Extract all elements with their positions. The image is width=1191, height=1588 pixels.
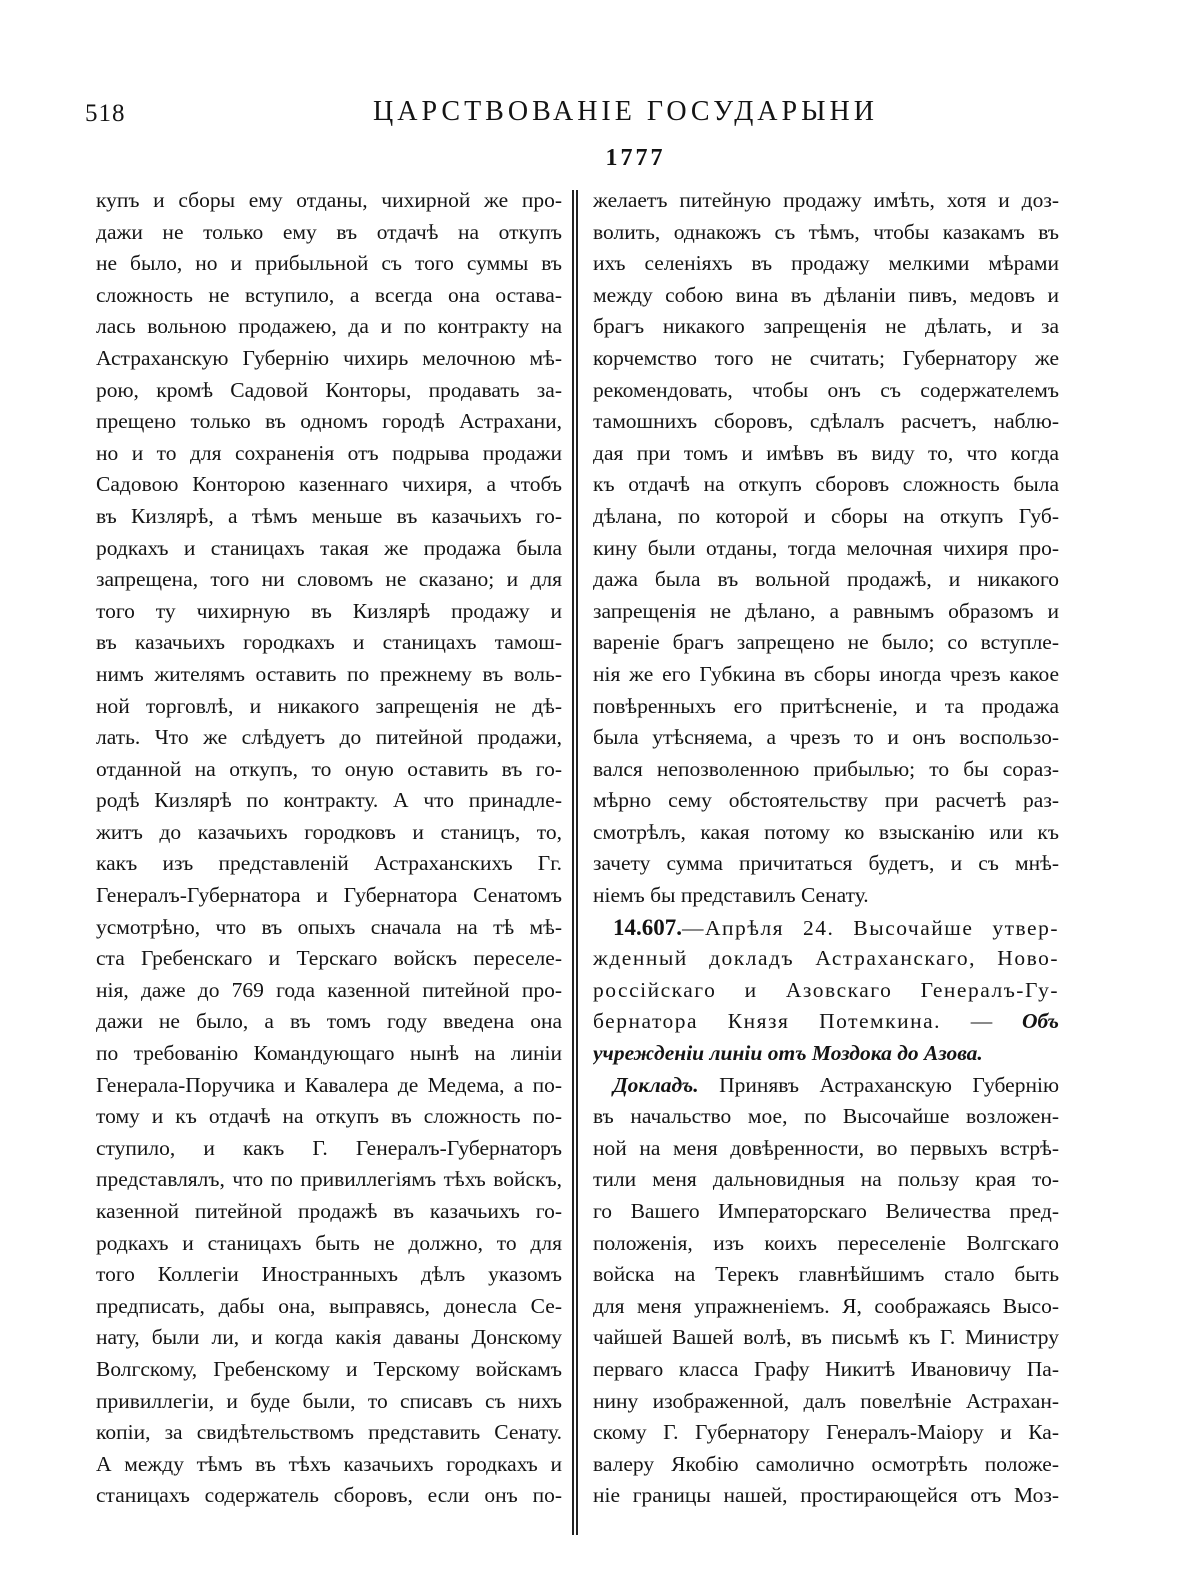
page-header (0, 0, 1191, 190)
text-line: рекомендовать, чтобы онъ съ содержателемъ (593, 377, 1059, 402)
entry-subject: учрежденіи линіи отъ Моздока до Азова. (593, 1041, 983, 1066)
text-line: дая при томъ и имѣвъ въ виду то, что когда (593, 440, 1059, 465)
text-line: не было, но и прибыльной съ того суммы въ (96, 251, 562, 276)
text-line: была утѣсняема, а чрезъ то и онъ воспользо- (593, 725, 1059, 750)
text-line: но и то для сохраненія отъ подрыва продажи (96, 440, 562, 465)
text-line: кину были отданы, тогда мелочная чихиря про- (593, 535, 1059, 560)
left-column (96, 185, 562, 1512)
entry-subject: Объ (1021, 1009, 1059, 1034)
entry-heading-line: жденный докладъ Астраханскаго, Ново- (593, 946, 1059, 971)
text-line: лась вольною продажею, да и по контракту на (96, 314, 562, 339)
text-line: того Коллегіи Иностранныхъ дѣлъ указомъ (96, 1262, 562, 1287)
text-line: рою, кромѣ Садовой Конторы, продавать за- (96, 377, 562, 402)
page-number: 518 (85, 100, 126, 127)
text-line: по требованію Командующаго нынѣ на линіи (96, 1041, 562, 1066)
text-line: желаетъ питейную продажу имѣть, хотя и доз- (593, 188, 1059, 212)
text-line: нину изображенной, далъ повелѣніе Астрахан- (593, 1388, 1059, 1413)
text-line: какъ изъ представленій Астраханскихъ Гг. (96, 851, 562, 876)
text-line: того ту чихирную въ Кизлярѣ продажу и (96, 598, 562, 623)
text-line: тамошнихъ сборовъ, сдѣлалъ расчетъ, наблю- (593, 409, 1059, 434)
report-label: Докладъ. (613, 1072, 699, 1097)
entry-heading-line (593, 912, 1059, 944)
text-line: усмотрѣно, что въ опыхъ сначала на тѣ мѣ- (96, 914, 562, 939)
text-line: Генералъ-Губернатора и Губернатора Сенатомъ (96, 883, 562, 908)
text-line: ной торговлѣ, и никакого запрещенія не дѣ- (96, 693, 562, 718)
text-line: дажи не было, а въ томъ году введена она (96, 1009, 562, 1034)
text-line: дажа была въ вольной продажѣ, и никакого (593, 567, 1059, 592)
text-line: ніе границы нашей, простирающейся отъ Моз- (593, 1483, 1059, 1508)
text-line: нія же его Губкина въ сборы иногда чрезъ какое (593, 661, 1059, 686)
text-line: корчемство того не считать; Губернатору же (593, 345, 1059, 370)
text-line: купъ и сборы ему отданы, чихирной же про- (96, 188, 562, 212)
text-line: дѣлана, по которой и сборы на откупъ Губ- (593, 503, 1059, 528)
text-line: предписать, дабы она, выправясь, донесла Се- (96, 1293, 562, 1318)
text-line: дажи не только ему въ отдачѣ на откупъ (96, 219, 562, 244)
text-line: скому Г. Губернатору Генералъ-Маіору и Ка- (593, 1420, 1059, 1445)
text-line: сложность не вступило, а всегда она остава- (96, 282, 562, 307)
text-line: волить, однакожъ съ тѣмъ, чтобы казакамъ въ (593, 219, 1059, 244)
text-line: тили меня дальновидныя на пользу края то- (593, 1167, 1059, 1192)
report-text: Принявъ Астраханскую Губернію (719, 1072, 1059, 1097)
text-line: мѣрно сему обстоятельству при расчетѣ раз- (593, 788, 1059, 813)
text-line: го Вашего Императорскаго Величества пред- (593, 1199, 1059, 1223)
entry-heading-line (593, 1006, 1059, 1038)
text-line: войска на Терекъ главнѣйшимъ стало быть (593, 1262, 1059, 1287)
text-line: станицахъ содержатель сборовъ, если онъ по- (96, 1483, 562, 1508)
column-divider (572, 190, 578, 1535)
text-line: житъ до казачьихъ городковъ и станицъ, то, (96, 819, 562, 844)
text-line: тому и къ отдачѣ на откупъ въ сложность по- (96, 1104, 562, 1129)
right-column (593, 185, 1059, 1512)
entry-heading-line: россійскаго и Азовскаго Генералъ-Гу- (593, 977, 1059, 1002)
text-line: ной на меня довѣренности, во первыхъ встрѣ- (593, 1135, 1059, 1160)
text-line: запрещена, того ни словомъ не сказано; и для (96, 567, 562, 592)
text-line: перваго класса Графу Никитѣ Ивановичу Па- (593, 1356, 1059, 1381)
text-line: прещено только въ одномъ городѣ Астрахани, (96, 409, 562, 434)
text-line: нимъ жителямъ оставить по прежнему въ воль- (96, 661, 562, 686)
report-first-line (593, 1070, 1059, 1102)
text-line: положенія, изъ коихъ переселеніе Волгскаго (593, 1230, 1059, 1255)
text-line: чайшей Вашей волѣ, въ письмѣ къ Г. Министру (593, 1325, 1059, 1350)
text-line: казенной питейной продажѣ въ казачьихъ го- (96, 1199, 562, 1223)
text-line: ста Гребенскаго и Терскаго войскъ переселе- (96, 946, 562, 971)
text-line: зачету сумма причитаться будетъ, и съ мнѣ- (593, 851, 1059, 876)
text-line: вареніе брагъ запрещено не было; со вступле- (593, 630, 1059, 655)
text-line: вался непозволенною прибылью; то бы сораз- (593, 756, 1059, 781)
right-column-continuation (593, 185, 1059, 912)
text-line: ступило, и какъ Г. Генералъ-Губернаторъ (96, 1135, 562, 1160)
entry-number: 14.607. (613, 914, 682, 940)
text-line: нату, были ли, и когда какія даваны Донскому (96, 1325, 562, 1350)
text-line: Садовою Конторою казеннаго чихиря, а чтобъ (96, 472, 562, 497)
text-line: Волгскому, Гребенскому и Терскому войскамъ (96, 1356, 562, 1381)
text-line: валеру Якобію самолично осмотрѣть положе- (593, 1451, 1059, 1476)
year-heading: 1777 (605, 145, 666, 171)
text-line: А между тѣмъ въ тѣхъ казачьихъ городкахъ и (96, 1451, 562, 1476)
text-line: ихъ селеніяхъ въ продажу мелкими мѣрами (593, 251, 1059, 276)
text-line: родкахъ и станицахъ быть не должно, то для (96, 1230, 562, 1255)
text-line: Генерала-Поручика и Кавалера де Медема, а по- (96, 1072, 562, 1097)
text-line: запрещенія не дѣлано, а равнымъ образомъ и (593, 598, 1059, 623)
text-line: родѣ Кизлярѣ по контракту. А что принадле- (96, 788, 562, 813)
text-line: родкахъ и станицахъ такая же продажа была (96, 535, 562, 560)
text-line: между собою вина въ дѣланіи пивъ, медовъ и (593, 282, 1059, 307)
running-title: ЦАРСТВОВАНІЕ ГОСУДАРЫНИ (373, 96, 878, 127)
entry-heading-text: —Апрѣля 24. Высочайше утвер- (682, 915, 1059, 940)
text-line: копіи, за свидѣтельствомъ представить Сенату. (96, 1420, 562, 1445)
report-body (593, 1101, 1059, 1512)
text-line: въ Кизлярѣ, а тѣмъ меньше въ казачьихъ го- (96, 503, 562, 528)
text-line: представлялъ, что по привиллегіямъ тѣхъ войскъ, (96, 1167, 562, 1192)
text-line: ніемъ бы представилъ Сенату. (593, 883, 869, 908)
text-line: нія, даже до 769 года казенной питейной про- (96, 977, 562, 1002)
text-line: Астраханскую Губернію чихирь мелочною мѣ- (96, 345, 562, 370)
text-line: брагъ никакого запрещенія не дѣлать, и за (593, 314, 1059, 339)
entry-heading-text: бернатора Князя Потемкина. — (593, 1009, 994, 1034)
text-line: привиллегіи, и буде были, то списавъ съ нихъ (96, 1388, 562, 1413)
text-line: лать. Что же слѣдуетъ до питейной продажи, (96, 725, 562, 750)
text-line: къ отдачѣ на откупъ сборовъ сложность была (593, 472, 1059, 497)
text-line: въ начальство мое, по Высочайше возложен- (593, 1104, 1059, 1129)
text-line: смотрѣлъ, какая потому ко взысканію или къ (593, 819, 1059, 844)
text-line: отданной на откупъ, то оную оставить въ го- (96, 756, 562, 781)
text-line: повѣренныхъ его притѣсненіе, и та продажа (593, 693, 1059, 718)
text-line: въ казачьихъ городкахъ и станицахъ тамош- (96, 630, 562, 655)
text-line: для меня упражненіемъ. Я, соображаясь Высо- (593, 1293, 1059, 1318)
